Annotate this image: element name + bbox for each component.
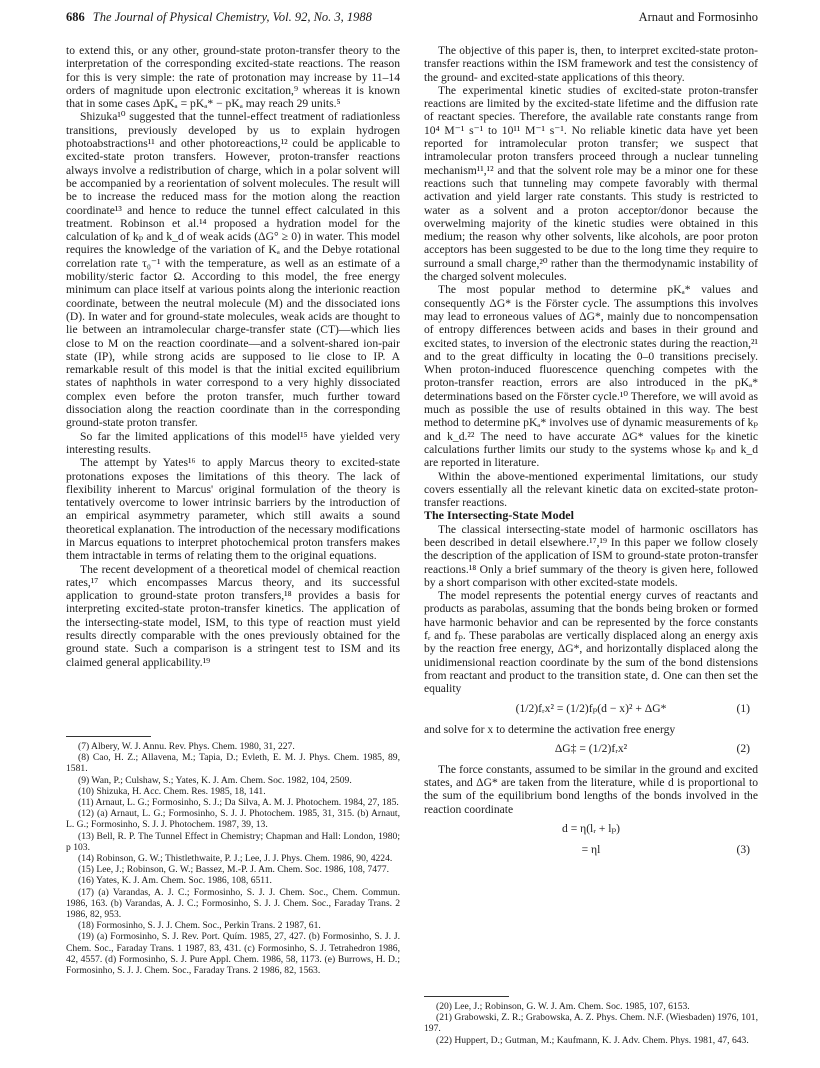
- body-paragraph: Within the above-mentioned experimental limitations, our study covers essentially all the relevant kinetic data on excited-state proton-transfer reactions.: [424, 469, 758, 510]
- reference-item: (12) (a) Arnaut, L. G.; Formosinho, S. J. J. Photochem. 1985, 31, 315. (b) Arnaut, L. G.; Formosinho, S. J. J. Photochem. 1987, 39, 13.: [66, 808, 400, 831]
- body-paragraph: Shizuka¹⁰ suggested that the tunnel-effect treatment of radiationless transitions, previously developed by us to explain hydrogen photoabstractions¹¹ and other photoreactions,¹² could be applicable to excited-state proton transfers. However, proton-transfer reactions always involve a redistribution of charge, which in a polar solvent will be accompanied by a reorientation of solvent molecules. The result will be to increase the reduced mass for the motion along the reaction coordinate¹³ and hence to reduce the tunnel effect calculated in this treatment. Robinson et al.¹⁴ proposed a hydration model for the calculation of kₚ and k_d of weak acids (ΔG° ≥ 0) in water. This model requires the knowledge of the variation of Kₐ and the Debye rotational correlation rate τ₀⁻¹ with the temperature, as well as an estimate of a mobility/steric factor Ω. According to this model, the free energy minimum can place itself at various points along the interionic reaction coordinate, between the neutral molecule (M) and the dissociated ions (D). In water and for ground-state molecules, weak acids are thought to lie between an intramolecular charge-transfer state (CT)—which lies close to M on the reaction coordinate—and a solvent-shared ion-pair state (IP), while strong acids are supposed to lie close to IP. A remarkable result of this model is that the initial excited equilibrium states of naphthols in water correspond to a very highly dissociated complex even before the proton transfer, much further toward dissociation along the reaction coordinate than in the corresponding ground-state proton transfer.: [66, 110, 400, 430]
- section-heading: The Intersecting-State Model: [424, 508, 574, 523]
- page-number: 686: [66, 10, 85, 24]
- reference-item: (11) Arnaut, L. G.; Formosinho, S. J.; Da Silva, A. M. J. Photochem. 1984, 27, 185.: [78, 797, 399, 809]
- reference-item: (22) Huppert, D.; Gutman, M.; Kaufmann, K. J. Adv. Chem. Phys. 1981, 47, 643.: [436, 1034, 749, 1046]
- body-paragraph: The classical intersecting-state model of harmonic oscillators has been described in detail elsewhere.¹⁷,¹⁹ In this paper we follow closely the description of the application of ISM to ground-state proton-transfer reactions.¹⁸ Only a brief summary of the theory is given here, followed by a short comparison with other excited-state models.: [424, 522, 758, 589]
- reference-item: (21) Grabowski, Z. R.; Grabowska, A. Z. Phys. Chem. N.F. (Wiesbaden) 1976, 101, 197.: [424, 1012, 758, 1035]
- reference-item: (15) Lee, J.; Robinson, G. W.; Bassez, M.-P. J. Am. Chem. Soc. 1986, 108, 7477.: [78, 864, 389, 876]
- equation-number: (3): [736, 843, 750, 857]
- footnote-rule: [424, 996, 509, 997]
- page-header: [66, 10, 758, 30]
- body-paragraph: to extend this, or any other, ground-state proton-transfer theory to the interpretation of the corresponding excited-state reactions. The reason for this is very simple: the rate of protonation may increase by 11–14 orders of magnitude upon electronic excitation,⁹ whereas it is known that in some cases ΔpKₐ = pKₐ* − pKₐ may reach 29 units.⁵: [66, 44, 400, 111]
- reference-item: (14) Robinson, G. W.; Thistlethwaite, P. J.; Lee, J. J. Phys. Chem. 1986, 90, 4224.: [78, 853, 393, 865]
- footnote-rule: [66, 736, 151, 737]
- body-paragraph: The most popular method to determine pKₐ* values and consequently ΔG* is the Förster cycle. The assumptions this involves may lead to erroneous values of ΔG*, mainly due to noncompensation of entropy differences between acids and bases in their ground and excited states, to inversion of the electronic states during the reaction,²¹ and to the great difficulty in locating the 0–0 transitions precisely. When proton-induced fluorescence quenching competes with the proton-transfer reaction, errors are also introduced in the pKₐ* determinations based on the Förster cycle.¹⁰ Therefore, we will avoid as much as possible the use of results obtained in this way. The best method to determine pKₐ* involves use of dynamic measurements of kₚ and k_d.²² The need to have accurate ΔG* values for the kinetic calculations further limits our study to the systems whose kₚ and k_d are reported in literature.: [424, 283, 758, 470]
- body-paragraph: So far the limited applications of this model¹⁵ have yielded very interesting results.: [66, 429, 400, 456]
- equation-text: d = η(lᵣ + lₚ): [562, 822, 620, 836]
- body-paragraph: The experimental kinetic studies of excited-state proton-transfer reactions are limited by the excited-state lifetime and the diffusion rate of reactant species. Therefore, the available rate constants range from 10⁴ M⁻¹ s⁻¹ to 10¹¹ M⁻¹ s⁻¹. No reliable kinetic data have yet been reported for intramolecular proton transfer; we suspect that intramolecular proton transfers proceed through a nuclear tunneling mechanism¹¹,¹² and that the solvent role may be a minor one for these reactions such that tunneling may compete favorably with thermal activation and yield larger rate constants. This study is restricted to water as a solvent and a proton acceptor/donor because the overwelming majority of the kinetic studies were obtained in this medium; the reason why other solvents, like alcohols, are poor proton acceptors has been suggested to be due to the long time they require to surround a small charge,²⁰ rather than the thermodynamic instability of the charged solvent molecules.: [424, 83, 758, 284]
- reference-item: (13) Bell, R. P. The Tunnel Effect in Chemistry; Chapman and Hall: London, 1980; p 103.: [66, 830, 400, 853]
- equation-1: [424, 702, 758, 717]
- left-footnotes: [66, 730, 400, 976]
- equation-text: (1/2)fᵣx² = (1/2)fₚ(d − x)² + ΔG*: [515, 701, 667, 715]
- equation-3a: [424, 822, 758, 837]
- equation-text: ΔG‡ = (1/2)fᵣx²: [554, 741, 628, 755]
- reference-item: (8) Cao, H. Z.; Allavena, M.; Tapia, D.; Evleth, E. M. J. Phys. Chem. 1985, 89, 1581.: [66, 752, 400, 775]
- running-head-authors: Arnaut and Formosinho: [638, 10, 758, 24]
- body-paragraph: The objective of this paper is, then, to interpret excited-state proton-transfer reactions within the ISM framework and test the consistency of the ground- and excited-state applications of this theory.: [424, 44, 758, 84]
- reference-item: (20) Lee, J.; Robinson, G. W. J. Am. Chem. Soc. 1985, 107, 6153.: [436, 1001, 690, 1012]
- body-paragraph: The recent development of a theoretical model of chemical reaction rates,¹⁷ which encompasses Marcus theory, and its successful application to ground-state proton transfers,¹⁸ provides a basis for interpreting excited-state proton-transfer kinetics. The application of the intersecting-state model, ISM, to this type of reaction must yield results directly comparable with the ones previously obtained for the ground state. Such a comparison is a stringent test to ISM and its claimed general applicability.¹⁹: [66, 562, 400, 669]
- equation-number: (2): [736, 741, 750, 755]
- reference-item: (7) Albery, W. J. Annu. Rev. Phys. Chem. 1980, 31, 227.: [78, 741, 295, 752]
- right-footnotes: [424, 990, 758, 1046]
- running-head-left: [66, 10, 372, 25]
- equation-2: [424, 742, 758, 757]
- right-column: [424, 44, 758, 864]
- journal-citation: The Journal of Physical Chemistry, Vol. 92, No. 3, 1988: [92, 10, 372, 24]
- equation-3b: [424, 843, 758, 858]
- reference-item: (17) (a) Varandas, A. J. C.; Formosinho, S. J. J. Chem. Soc., Chem. Commun. 1986, 163. (b) Varandas, A. J. C.; Formosinho, S. J. J. Chem. Soc., Faraday Trans. 2 1986, 82, 953.: [66, 886, 400, 921]
- reference-item: (10) Shizuka, H. Acc. Chem. Res. 1985, 18, 141.: [78, 785, 266, 797]
- body-paragraph: and solve for x to determine the activation free energy: [424, 722, 676, 736]
- equation-number: (1): [736, 701, 750, 715]
- left-column: [66, 44, 400, 669]
- reference-item: (9) Wan, P.; Culshaw, S.; Yates, K. J. Am. Chem. Soc. 1982, 104, 2509.: [78, 774, 352, 786]
- body-paragraph: The force constants, assumed to be similar in the ground and excited states, and ΔG* are taken from the literature, while d is proportional to the sum of the equilibrium bond lengths of the bonds involved in the reaction coordinate: [424, 762, 758, 816]
- equation-text: = ηl: [581, 843, 601, 857]
- reference-item: (18) Formosinho, S. J. J. Chem. Soc., Perkin Trans. 2 1987, 61.: [78, 920, 321, 932]
- reference-item: (19) (a) Formosinho, S. J. Rev. Port. Quím. 1985, 27, 427. (b) Formosinho, S. J. J. Chem. Soc., Faraday Trans. 1 1987, 83, 431. (c) Formosinho, S. J. Tetrahedron 1986, 42, 4557. (d) Formosinho, S. J. Pure Appl. Chem. 1986, 58, 1173. (e) Burrows, H. D.; Formosinho, S. J. J. Chem. Soc., Faraday Trans. 2 1986, 82, 1563.: [66, 931, 400, 977]
- body-paragraph: The attempt by Yates¹⁶ to apply Marcus theory to excited-state protonations exposes the limitations of this theory. The lack of flexibility inherent to Marcus' original formulation of the theory is tentatively overcome to lower intrinsic barriers by the introduction of an empirical asymmetry parameter, which still awaits a sound theoretical explanation. The introduction of the necessary modifications in Marcus equations to interpret photochemical proton transfers makes them intractable in terms of relating them to the original equations.: [66, 456, 400, 563]
- reference-item: (16) Yates, K. J. Am. Chem. Soc. 1986, 108, 6511.: [78, 875, 272, 887]
- body-paragraph: The model represents the potential energy curves of reactants and products as parabolas, assuming that the bonds being broken or formed have harmonic behavior and can be represented by the force constants fᵣ and fₚ. These parabolas are vertically displaced along an energy axis by the reaction free energy, ΔG*, and horizontally displaced along the unidimensional reaction coordinate by the sum of the bond distensions from reactant and product to the transition state, d. One can then set the equality: [424, 589, 758, 696]
